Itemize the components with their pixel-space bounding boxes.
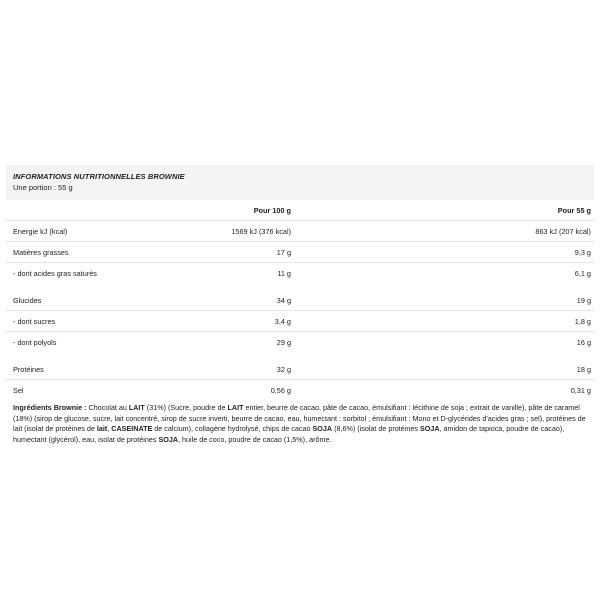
allergen: lait	[96, 424, 108, 433]
ingredients-part: Chocolat au	[86, 403, 129, 412]
column-gap	[291, 332, 491, 353]
table-row	[6, 242, 594, 263]
table-row	[6, 311, 594, 332]
table-spacer	[6, 352, 594, 359]
column-gap	[291, 290, 491, 311]
row-per55: 6,1 g	[491, 263, 594, 284]
table-row	[6, 380, 594, 401]
ingredients-part: (31%) (Sucre, poudre de	[144, 403, 228, 412]
row-per55: 19 g	[576, 295, 591, 305]
row-label: Glucides	[13, 295, 42, 305]
row-per100: 0,56 g	[191, 380, 291, 401]
per55-column-header: Pour 55 g	[557, 205, 591, 215]
row-label: Energie kJ (kcal)	[6, 221, 191, 242]
column-gap	[291, 263, 491, 284]
row-label: Matières grasses	[6, 242, 191, 263]
column-gap	[291, 380, 491, 401]
nutrition-panel	[6, 165, 594, 445]
row-per100: 17 g	[191, 242, 291, 263]
column-gap	[291, 359, 491, 380]
row-per55: 16 g	[491, 332, 594, 353]
row-per55: 9,3 g	[491, 242, 594, 263]
row-label: - dont sucres	[6, 311, 191, 332]
allergen: LAIT	[227, 403, 244, 412]
portion-size: Une portion : 55 g	[13, 183, 73, 192]
row-label: - dont polyols	[6, 332, 191, 353]
per100-column-header: Pour 100 g	[253, 205, 291, 215]
table-header-row	[6, 200, 594, 221]
row-per55: 863 kJ (207 kcal)	[491, 221, 594, 242]
column-gap	[291, 242, 491, 263]
table-row	[6, 332, 594, 353]
row-per100: 34 g	[276, 295, 291, 305]
table-spacer	[6, 283, 594, 290]
table-row	[6, 290, 594, 311]
row-label: - dont acides gras saturés	[6, 263, 191, 284]
row-per55: 0,31 g	[491, 380, 594, 401]
row-label: Protéines	[13, 364, 44, 374]
column-gap	[291, 200, 491, 221]
ingredients-part: de calcium), collagène hydrolysé, chips de cacao	[152, 424, 313, 433]
row-per100: 3,4 g	[191, 311, 291, 332]
ingredients-part: , amidon de tapioca, poudre de cacao), humectant (glycérol), eau, isolat de protéines	[13, 424, 565, 444]
row-per100: 29 g	[191, 332, 291, 353]
table-row	[6, 221, 594, 242]
label-column-header	[6, 200, 191, 221]
allergen: SOJA	[312, 424, 333, 433]
ingredients-text	[6, 400, 594, 445]
column-gap	[291, 311, 491, 332]
ingredients-part: entier, beurre de cacao, pâte de cacao, émulsifiant : lécithine de soja ; extrait de vanille), pâte de caramel (18%) (sirop de glucose, sucre, lait concentré, sirop de sucre inverti, beurre de cacao, eau, humectant : sorbitol ; émulsifiant : Mono et D-glycérides d'acides gras ; sel), protéines de lait (isolat de protéines de	[13, 403, 586, 433]
column-gap	[291, 221, 491, 242]
row-per55: 18 g	[576, 364, 591, 374]
table-row	[6, 263, 594, 284]
row-per100: 1569 kJ (376 kcal)	[191, 221, 291, 242]
ingredients-part: ,	[107, 424, 112, 433]
table-row	[6, 359, 594, 380]
ingredients-heading: Ingrédients Brownie :	[13, 403, 87, 412]
nutrition-title: INFORMATIONS NUTRITIONNELLES BROWNIE	[13, 172, 185, 181]
allergen: CASEINATE	[111, 424, 153, 433]
ingredients-part: , huile de coco, poudre de cacao (1,5%), arôme.	[178, 434, 332, 444]
allergen: SOJA	[419, 424, 440, 433]
row-per55: 1,8 g	[491, 311, 594, 332]
row-per100: 11 g	[191, 263, 291, 284]
allergen: LAIT	[128, 403, 145, 412]
row-per100: 32 g	[276, 364, 291, 374]
row-label: Sel	[6, 380, 191, 401]
nutrition-table	[6, 200, 594, 400]
allergen: SOJA	[158, 434, 179, 444]
nutrition-header	[6, 165, 594, 200]
ingredients-part: (8,6%) (isolat de protéines	[332, 424, 420, 433]
